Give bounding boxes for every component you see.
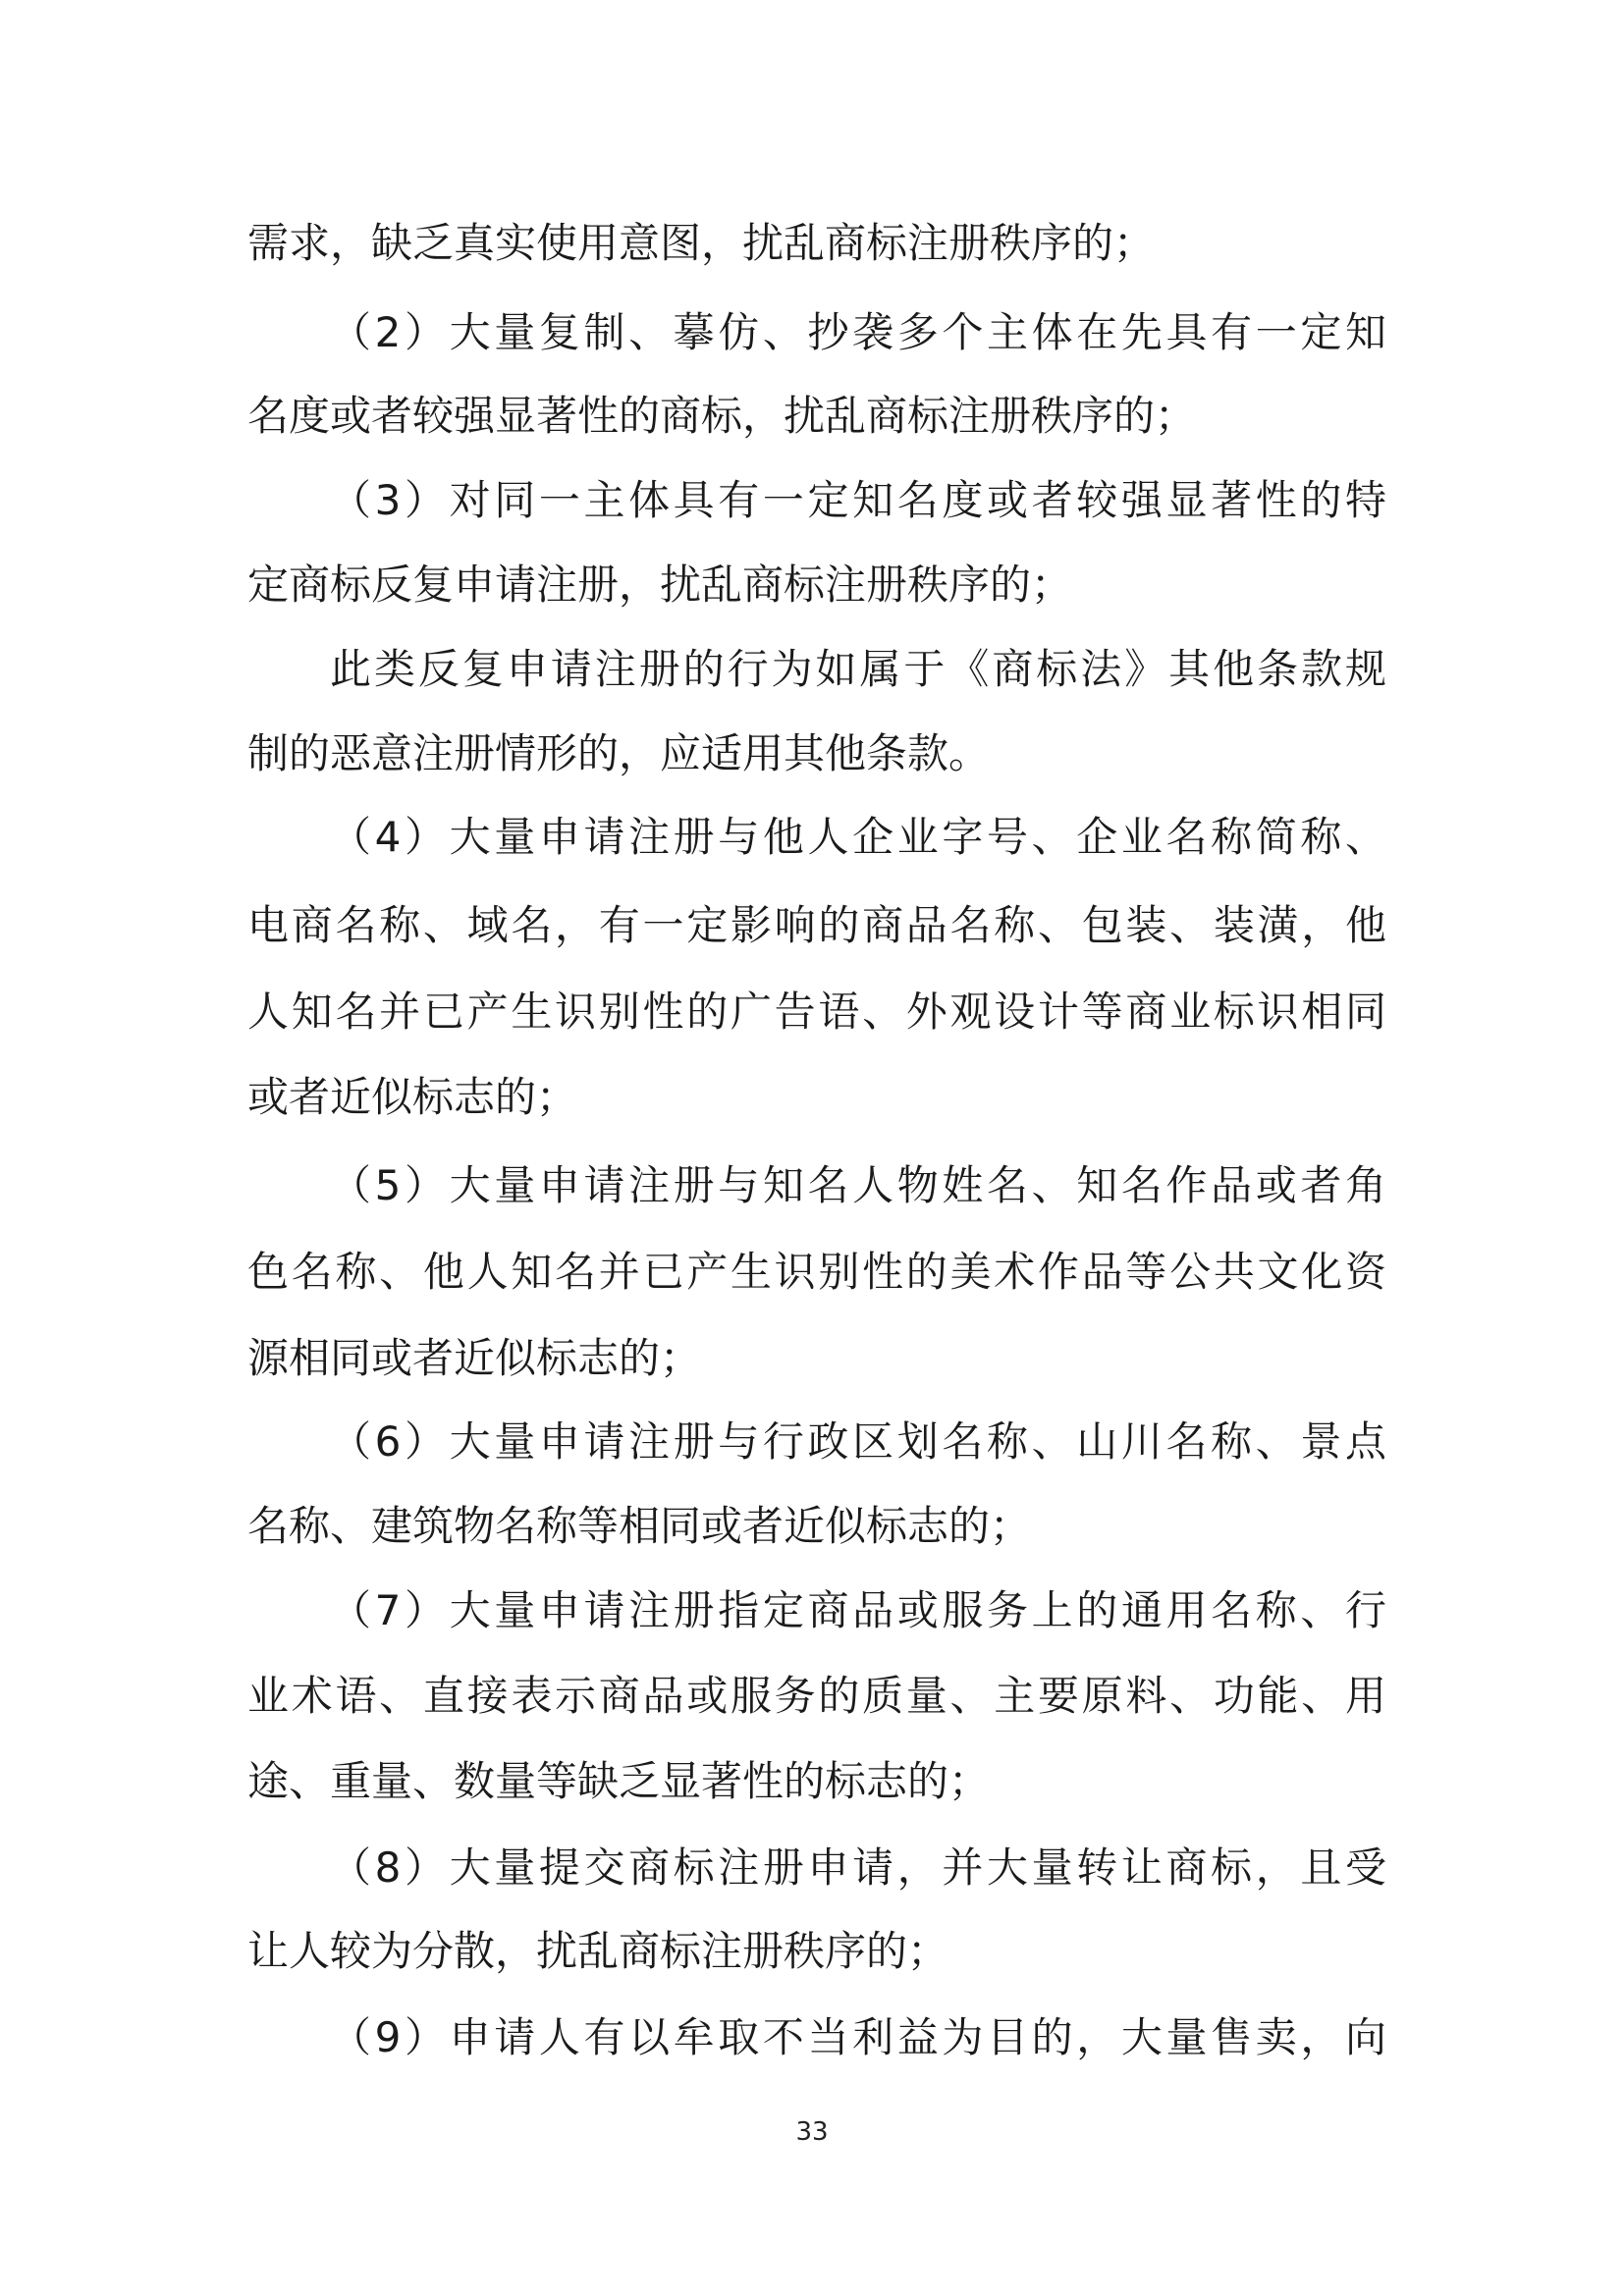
text-line-22: （9）申请人有以牟取不当利益为目的，大量售卖，向 [330, 2013, 1386, 2061]
text-line-5: 定商标反复申请注册，扰乱商标注册秩序的； [247, 561, 1073, 609]
text-line-9: 电商名称、域名，有一定影响的商品名称、包装、装潢，他 [247, 901, 1386, 949]
text-line-2: （2）大量复制、摹仿、抄袭多个主体在先具有一定知 [330, 308, 1386, 356]
text-line-7: 制的恶意注册情形的，应适用其他条款。 [247, 729, 991, 777]
text-line-13: 色名称、他人知名并已产生识别性的美术作品等公共文化资 [247, 1248, 1386, 1296]
text-line-14: 源相同或者近似标志的； [247, 1334, 702, 1382]
text-line-15: （6）大量申请注册与行政区划名称、山川名称、景点 [330, 1417, 1386, 1466]
page-number: 33 [795, 2117, 829, 2147]
text-line-1: 需求，缺乏真实使用意图，扰乱商标注册秩序的； [247, 219, 1156, 267]
text-line-21: 让人较为分散，扰乱商标注册秩序的； [247, 1927, 949, 1975]
text-line-10: 人知名并已产生识别性的广告语、外观设计等商业标识相同 [247, 988, 1386, 1036]
text-line-18: 业术语、直接表示商品或服务的质量、主要原料、功能、用 [247, 1672, 1386, 1720]
text-line-4: （3）对同一主体具有一定知名度或者较强显著性的特 [330, 476, 1386, 524]
text-line-11: 或者近似标志的； [247, 1073, 578, 1121]
text-line-8: （4）大量申请注册与他人企业字号、企业名称简称、 [330, 813, 1386, 861]
text-line-20: （8）大量提交商标注册申请，并大量转让商标，且受 [330, 1843, 1386, 1892]
text-line-19: 途、重量、数量等缺乏显著性的标志的； [247, 1757, 991, 1805]
text-line-6: 此类反复申请注册的行为如属于《商标法》其他条款规 [330, 645, 1386, 693]
text-line-3: 名度或者较强显著性的商标，扰乱商标注册秩序的； [247, 392, 1197, 440]
text-line-17: （7）大量申请注册指定商品或服务上的通用名称、行 [330, 1586, 1386, 1634]
text-line-12: （5）大量申请注册与知名人物姓名、知名作品或者角 [330, 1161, 1386, 1209]
text-line-16: 名称、建筑物名称等相同或者近似标志的； [247, 1502, 1032, 1550]
